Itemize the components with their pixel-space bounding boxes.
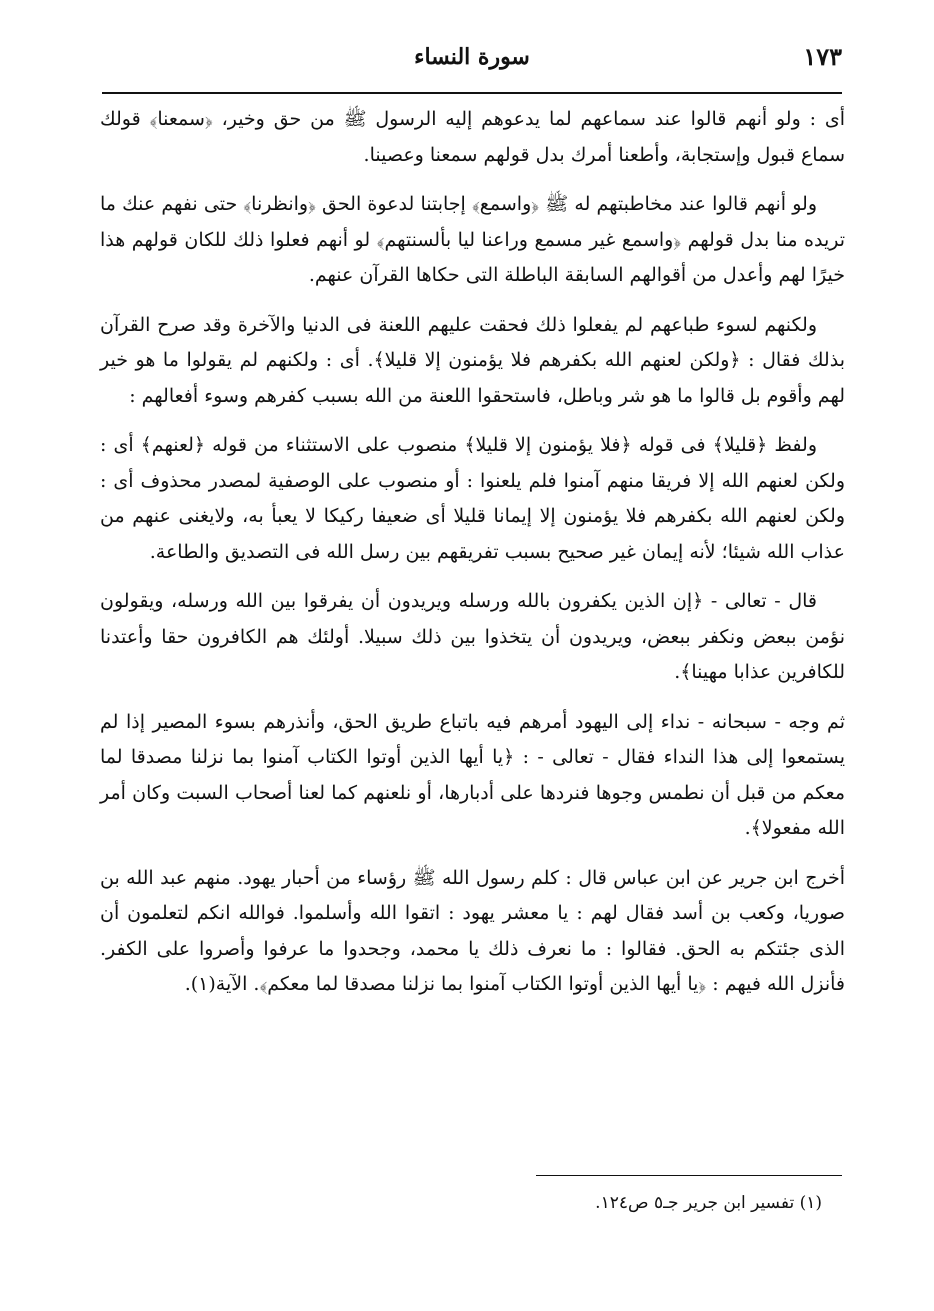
- surah-title: سورة النساء: [414, 44, 530, 70]
- paragraph-3: ولكنهم لسوء طباعهم لم يفعلوا ذلك فحقت عليهم اللعنة فى الدنيا والآخرة وقد صرح القرآن بذلك فقال : ﴿ولكن لعنهم الله بكفرهم فلا يؤمنون إلا قليلا﴾. أى : ولكنهم لم يقولوا ما هو خير لهم وأقوم بل قالوا ما هو شر وباطل، فاستحقوا اللعنة من الله بسبب كفرهم وسوء أفعالهم :: [100, 313, 845, 407]
- page-header: [102, 40, 842, 92]
- paragraph-7: أخرج ابن جرير عن ابن عباس قال : كلم رسول الله ﷺ رؤساء من أحبار يهود. منهم عبد الله بن صوريا، وكعب بن أسد فقال لهم : يا معشر يهود : اتقوا الله وأسلموا. فوالله انكم لتعلمون أن الذى جئتكم به الحق. فقالوا : ما نعرف ذلك يا محمد، وجحدوا ما عرفوا وأصروا على الكفر. فأنزل الله فيهم : ﴿يا أيها الذين أوتوا الكتاب آمنوا بما نزلنا مصدقا لما معكم﴾. الآية(١).: [100, 866, 845, 995]
- footnote: (١) تفسير ابن جرير جـ٥ ص١٢٤.: [595, 1193, 822, 1213]
- paragraph-4: ولفظ ﴿قليلا﴾ فى قوله ﴿فلا يؤمنون إلا قليلا﴾ منصوب على الاستثناء من قوله ﴿لعنهم﴾ أى : ولكن لعنهم الله إلا فريقا منهم آمنوا فلم يلعنوا : أو منصوب على الوصفية لمصدر محذوف أى : ولكن لعنهم الله بكفرهم فلا يؤمنون إلا إيمانا قليلا أى ضعيفا ركيكا لا يعبأ به، ولايغنى عنهم من عذاب الله شيئا؛ لأنه إيمان غير صحيح بسبب تفريقهم بين رسل الله فى التصديق والطاعة.: [100, 434, 845, 563]
- paragraph-1: أى : ولو أنهم قالوا عند سماعهم لما يدعوهم إليه الرسول ﷺ من حق وخير، ﴿سمعنا﴾ قولك سماع قبول وإستجابة، وأطعنا أمرك بدل قولهم سمعنا وعصينا.: [100, 108, 845, 166]
- body-text: [100, 102, 845, 1017]
- page-number: ١٧٣: [803, 42, 842, 71]
- footnote-divider: [536, 1175, 842, 1176]
- paragraph-2: ولو أنهم قالوا عند مخاطبتهم له ﷺ ﴿واسمع﴾ إجابتنا لدعوة الحق ﴿وانظرنا﴾ حتى نفهم عنك ما تريده منا بدل قولهم ﴿واسمع غير مسمع وراعنا ليا بألسنتهم﴾ لو أنهم فعلوا ذلك للكان قولهم هذا خيرًا لهم وأعدل من أقوالهم السابقة الباطلة التى حكاها القرآن عنهم.: [100, 193, 845, 286]
- paragraph-6: ثم وجه - سبحانه - نداء إلى اليهود أمرهم فيه باتباع طريق الحق، وأنذرهم بسوء المصير إذا لم يستمعوا إلى هذا النداء فقال - تعالى - : ﴿يا أيها الذين أوتوا الكتاب آمنوا بما نزلنا مصدقا لما معكم من قبل أن نطمس وجوها فنردها على أدبارها، أو نلعنهم كما لعنا أصحاب السبت وكان أمر الله مفعولا﴾.: [100, 710, 845, 839]
- paragraph-5: قال - تعالى - ﴿إن الذين يكفرون بالله ورسله ويريدون أن يفرقوا بين الله ورسله، ويقولون نؤمن ببعض ونكفر ببعض، ويريدون أن يتخذوا بين ذلك سبيلا. أولئك هم الكافرون حقا وأعتدنا للكافرين عذابا مهينا﴾.: [100, 590, 845, 683]
- header-divider: [102, 92, 842, 94]
